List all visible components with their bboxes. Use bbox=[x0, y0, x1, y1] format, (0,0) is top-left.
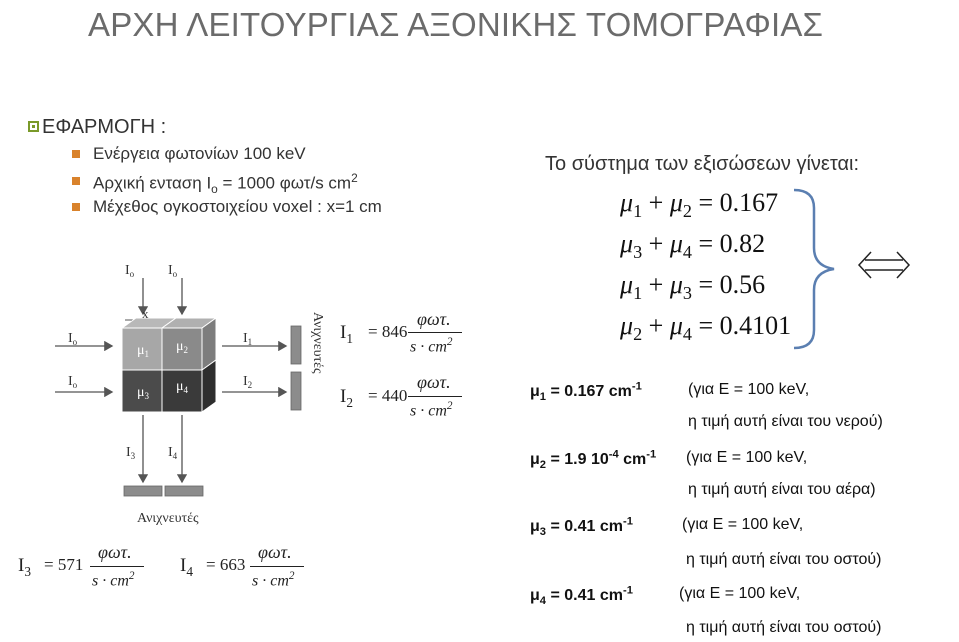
equation-4: $\mu_2 + \mu_4 = 0.4101$ bbox=[620, 311, 792, 345]
i3-value: = 571 bbox=[44, 555, 84, 574]
svg-text:μ2: $\mu_2$ bbox=[176, 339, 189, 355]
result-mu2: $\mu_2 = 1.9$ $10^{-4}$ $cm^{-1}$ bbox=[530, 449, 657, 472]
result-mu3: $\mu_3 = 0.41$ $cm^{-1}$ bbox=[530, 516, 633, 539]
svg-text:Io: $I_o$ bbox=[125, 263, 135, 279]
item-energy: Ενέργεια φωτονίων 100 keV bbox=[93, 144, 306, 163]
i3-unit-den: $s \cdot cm^2$ bbox=[92, 570, 135, 590]
i2-value: = 440 bbox=[368, 386, 408, 405]
equation-3: $\mu_1 + \mu_3 = 0.56$ bbox=[620, 270, 766, 304]
fraction-line bbox=[90, 566, 144, 567]
svg-text:Io: $I_o$ bbox=[68, 374, 78, 390]
i4-symbol: $I_4$ bbox=[180, 555, 193, 579]
result-mu3-note1: (για E = 100 keV, bbox=[682, 516, 804, 533]
bullet-icon bbox=[72, 150, 80, 158]
equivalence-arrow-icon bbox=[855, 250, 913, 280]
right-brace-icon bbox=[790, 186, 840, 352]
svg-text:Io: $I_o$ bbox=[68, 331, 78, 347]
detector bbox=[165, 486, 203, 496]
i1-unit-num: φωτ. bbox=[417, 309, 451, 329]
svg-text:μ3: $\mu_3$ bbox=[137, 385, 150, 401]
i4-unit-den: $s \cdot cm^2$ bbox=[252, 570, 295, 590]
system-heading: Το σύστημα των εξισώσεων γίνεται: bbox=[545, 153, 860, 175]
result-mu4-note1: (για E = 100 keV, bbox=[679, 585, 801, 602]
section-heading: ΕΦΑΡΜΟΓΗ : bbox=[42, 116, 167, 138]
svg-text:Io: $I_o$ bbox=[168, 263, 178, 279]
svg-text:I3: $I_3$ bbox=[126, 445, 136, 461]
fraction-line bbox=[408, 396, 462, 397]
bullet-icon bbox=[72, 203, 80, 211]
item-initial-intensity: Αρχική ενταση $I_o = 1000$ φωτ/s $cm^2$ bbox=[93, 171, 358, 197]
detectors-horizontal-label: Ανιχνευτές bbox=[137, 511, 199, 526]
result-mu2-note2: η τιμή αυτή είναι του αέρα) bbox=[688, 481, 876, 498]
equation-1: $\mu_1 + \mu_2 = 0.167$ bbox=[620, 188, 779, 222]
result-mu1-note1: (για E = 100 keV, bbox=[688, 381, 810, 398]
i2-symbol: $I_2$ bbox=[340, 386, 353, 410]
fraction-line bbox=[408, 332, 462, 333]
bullet-icon bbox=[72, 177, 80, 185]
detector bbox=[124, 486, 162, 496]
i4-unit-num: φωτ. bbox=[258, 542, 292, 562]
i1-value: = 846 bbox=[368, 322, 408, 341]
tomography-diagram bbox=[0, 250, 330, 530]
svg-text:I4: $I_4$ bbox=[168, 445, 178, 461]
detector bbox=[291, 326, 301, 364]
result-mu2-note1: (για E = 100 keV, bbox=[686, 449, 808, 466]
i2-unit-num: φωτ. bbox=[417, 372, 451, 392]
result-mu3-note2: η τιμή αυτή είναι του οστού) bbox=[686, 551, 882, 568]
equation-2: $\mu_3 + \mu_4 = 0.82$ bbox=[620, 229, 766, 263]
detectors-vertical-label: Ανιχνευτές bbox=[310, 312, 325, 374]
svg-text:x: x bbox=[142, 306, 149, 321]
result-mu4-note2: η τιμή αυτή είναι του οστού) bbox=[686, 619, 882, 636]
result-mu4: $\mu_4 = 0.41$ $cm^{-1}$ bbox=[530, 585, 633, 608]
result-mu1-note2: η τιμή αυτή είναι του νερού) bbox=[688, 413, 883, 430]
i1-symbol: $I_1$ bbox=[340, 322, 353, 346]
result-mu1: $\mu_1 = 0.167$ $cm^{-1}$ bbox=[530, 381, 642, 404]
detector bbox=[291, 372, 301, 410]
page-title: ΑΡΧΗ ΛΕΙΤΟΥΡΓΙΑΣ ΑΞΟΝΙΚΗΣ ΤΟΜΟΓΡΑΦΙΑΣ bbox=[88, 6, 824, 43]
item-voxel-size: Μέχεθος ογκοστοιχείου voxel : x=1 cm bbox=[93, 197, 382, 216]
fraction-line bbox=[250, 566, 304, 567]
i3-symbol: $I_3$ bbox=[18, 555, 31, 579]
i3-unit-num: φωτ. bbox=[98, 542, 132, 562]
svg-text:μ4: $\mu_4$ bbox=[176, 379, 189, 395]
i2-unit-den: $s \cdot cm^2$ bbox=[410, 400, 453, 420]
svg-text:μ1: $\mu_1$ bbox=[137, 343, 150, 359]
i1-unit-den: $s \cdot cm^2$ bbox=[410, 336, 453, 356]
i4-value: = 663 bbox=[206, 555, 246, 574]
svg-text:I2: $I_2$ bbox=[243, 374, 253, 390]
section-bullet-icon bbox=[28, 121, 39, 132]
svg-text:I1: $I_1$ bbox=[243, 331, 253, 347]
